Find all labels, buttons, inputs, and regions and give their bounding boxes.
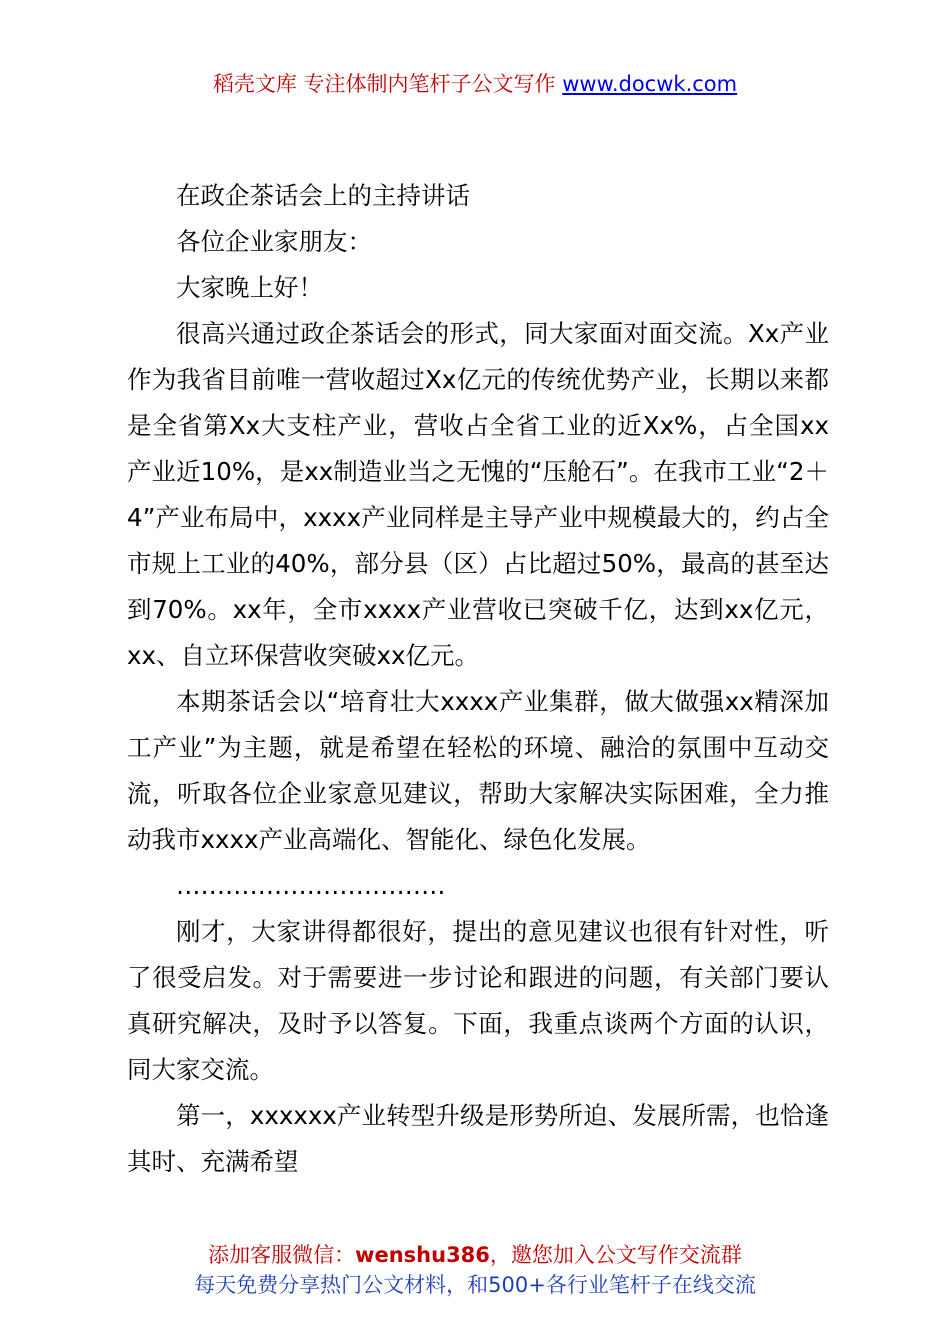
paragraph-ellipsis: …………………………… <box>176 871 446 900</box>
paragraph-intro: 很高兴通过政企茶话会的形式，同大家面对面交流。Xx产业作为我省目前唯一营收超过Xx亿元的传统优势产业，长期以来都是全省第Xx大支柱产业，营收占全省工业的近Xx%，占全国xx产业近10%，是xx制造业当之无愧的“压舱石”。在我市工业“2＋4”产业布局中，xxxx产业同样是主导产业中规模最大的，约占全市规上工业的40%，部分县（区）占比超过50%，最高的甚至达到70%。xx年，全市xxxx产业营收已突破千亿，达到xx亿元，xx、自立环保营收突破xx亿元。 <box>127 319 829 670</box>
footer-wechat-prefix: 添加客服微信： <box>208 1243 356 1267</box>
paragraph-salutation: 各位企业家朋友： <box>176 227 372 256</box>
paragraph-first-point: 第一，xxxxxx产业转型升级是形势所迫、发展所需，也恰逢其时、充满希望 <box>127 1101 829 1176</box>
document-body <box>127 173 829 1185</box>
footer-line-share: 每天免费分享热门公文材料，和500+各行业笔杆子在线交流 <box>194 1273 756 1297</box>
footer-wechat-suffix: ，邀您加入公文写作交流群 <box>489 1243 742 1267</box>
paragraph-response: 刚才，大家讲得都很好，提出的意见建议也很有针对性，听了很受启发。对于需要进一步讨论和跟进的问题，有关部门要认真研究解决，及时予以答复。下面，我重点谈两个方面的认识，同大家交流。 <box>127 917 829 1084</box>
page-footer <box>0 1240 950 1300</box>
paragraph-greeting: 大家晚上好！ <box>176 273 323 302</box>
document-title: 在政企茶话会上的主持讲话 <box>176 181 470 210</box>
paragraph-theme: 本期茶话会以“培育壮大xxxx产业集群，做大做强xx精深加工产业”为主题，就是希望在轻松的环境、融洽的氛围中互动交流，听取各位企业家意见建议，帮助大家解决实际困难，全力推动我市xxxx产业高端化、智能化、绿色化发展。 <box>127 687 829 854</box>
footer-wechat-id: wenshu386 <box>355 1243 490 1267</box>
header-website-link[interactable]: www.docwk.com <box>562 72 738 96</box>
header-brand-text: 稻壳文库 专注体制内笔杆子公文写作 <box>212 72 563 96</box>
page-header <box>0 68 950 100</box>
footer-line-wechat <box>0 1240 950 1270</box>
